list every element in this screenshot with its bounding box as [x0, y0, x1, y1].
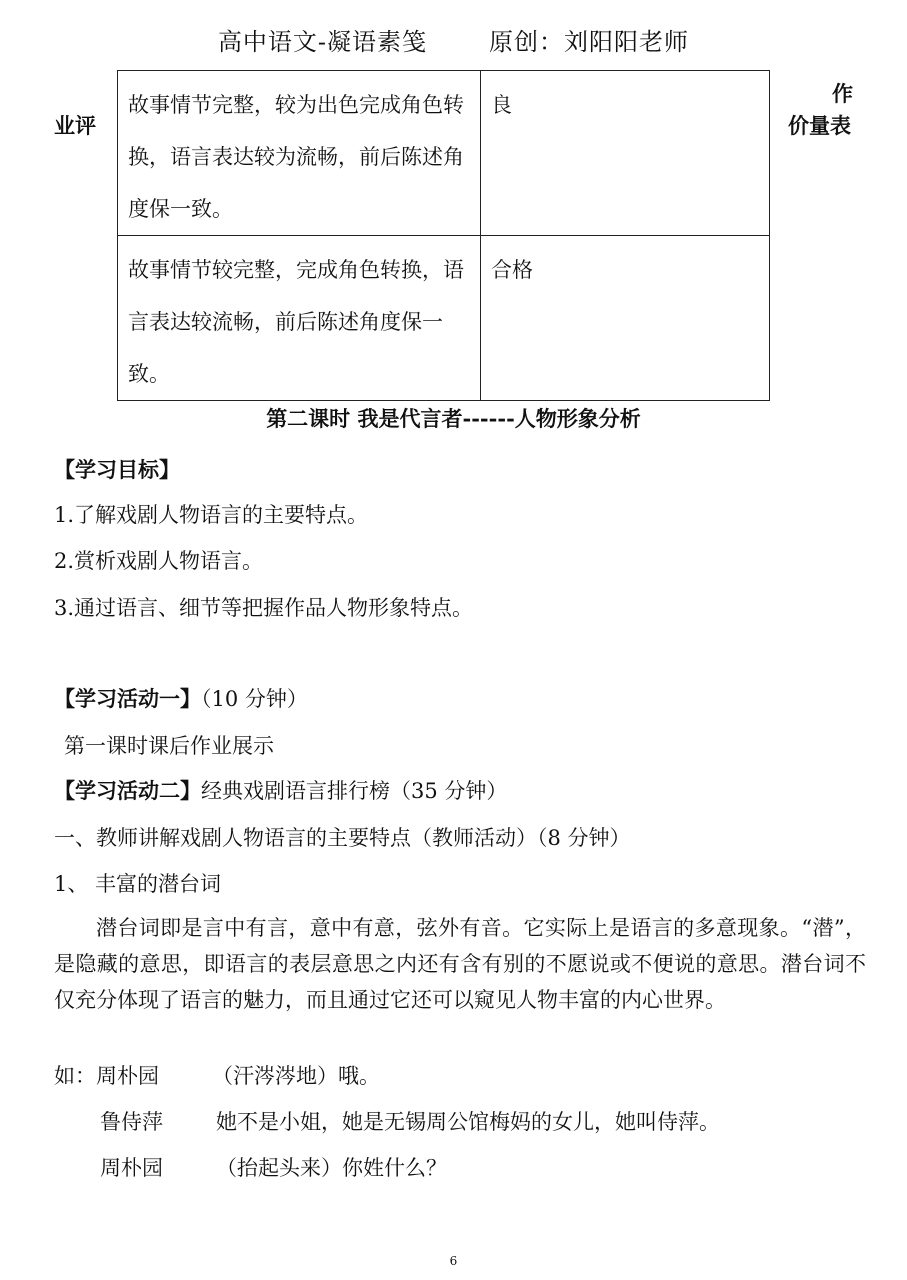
- page-number: 6: [449, 1254, 458, 1268]
- dialogue-text: 她不是小姐，她是无锡周公馆梅妈的女儿，她叫侍萍。: [216, 1110, 720, 1134]
- grade-cell: 合格: [481, 236, 770, 401]
- goals-heading: 【学习目标】: [54, 457, 180, 482]
- goal-item: 3.通过语言、细节等把握作品人物形象特点。: [54, 596, 474, 620]
- body-paragraph: 潜台词即是言中有言，意中有意，弦外有音。它实际上是语言的多意现象。“潜”，是隐藏的意思，即语言的表层意思之内还有含有别的不愿说或不便说的意思。潜台词不仅充分体现了语言的魅力，而且通过它还可以窥见人物丰富的内心世界。: [54, 916, 866, 1012]
- speaker-name: 周朴园: [96, 1064, 159, 1088]
- criteria-cell: 故事情节完整，较为出色完成角色转换，语言表达较为流畅，前后陈述角度保一致。: [118, 71, 481, 236]
- activity2-title: 经典戏剧语言排行榜（35 分钟）: [201, 779, 508, 803]
- activity1-heading: 【学习活动一】: [54, 686, 201, 711]
- activity1-time: （10 分钟）: [201, 687, 308, 711]
- example-prefix: 如：: [54, 1064, 96, 1088]
- criteria-cell: 故事情节较完整，完成角色转换，语言表达较流畅，前后陈述角度保一致。: [118, 236, 481, 401]
- activity2-heading: 【学习活动二】: [54, 778, 201, 803]
- example-line: [54, 1060, 380, 1090]
- header-course: 高中语文-凝语素笺: [217, 28, 428, 56]
- example-line: [100, 1152, 447, 1182]
- activity1-content: 第一课时课后作业展示: [64, 734, 274, 758]
- evaluation-table: [117, 70, 770, 401]
- activity2-line: [54, 775, 507, 805]
- grade-cell: 良: [481, 71, 770, 236]
- section-heading: 一、教师讲解戏剧人物语言的主要特点（教师活动）（8 分钟）: [54, 826, 631, 850]
- point-heading: 1、 丰富的潜台词: [54, 872, 222, 896]
- lesson-title: 第二课时 我是代言者------人物形象分析: [266, 406, 641, 431]
- dialogue-text: （抬起头来）你姓什么？: [216, 1156, 447, 1180]
- speaker-name: 周朴园: [100, 1156, 163, 1180]
- side-label-right-bottom: 价量表: [788, 113, 851, 138]
- speaker-name: 鲁侍萍: [100, 1110, 163, 1134]
- table-row: [118, 71, 770, 236]
- side-label-left: 业评: [54, 113, 96, 138]
- side-label-right-top: 作: [832, 81, 853, 106]
- example-line: [100, 1106, 720, 1136]
- dialogue-text: （汗涔涔地）哦。: [212, 1064, 380, 1088]
- page-header: [0, 22, 907, 57]
- activity1-line: [54, 683, 308, 713]
- goal-item: 2.赏析戏剧人物语言。: [54, 549, 264, 573]
- header-author: 原创：刘阳阳老师: [489, 28, 690, 56]
- goal-item: 1.了解戏剧人物语言的主要特点。: [54, 503, 369, 527]
- table-row: [118, 236, 770, 401]
